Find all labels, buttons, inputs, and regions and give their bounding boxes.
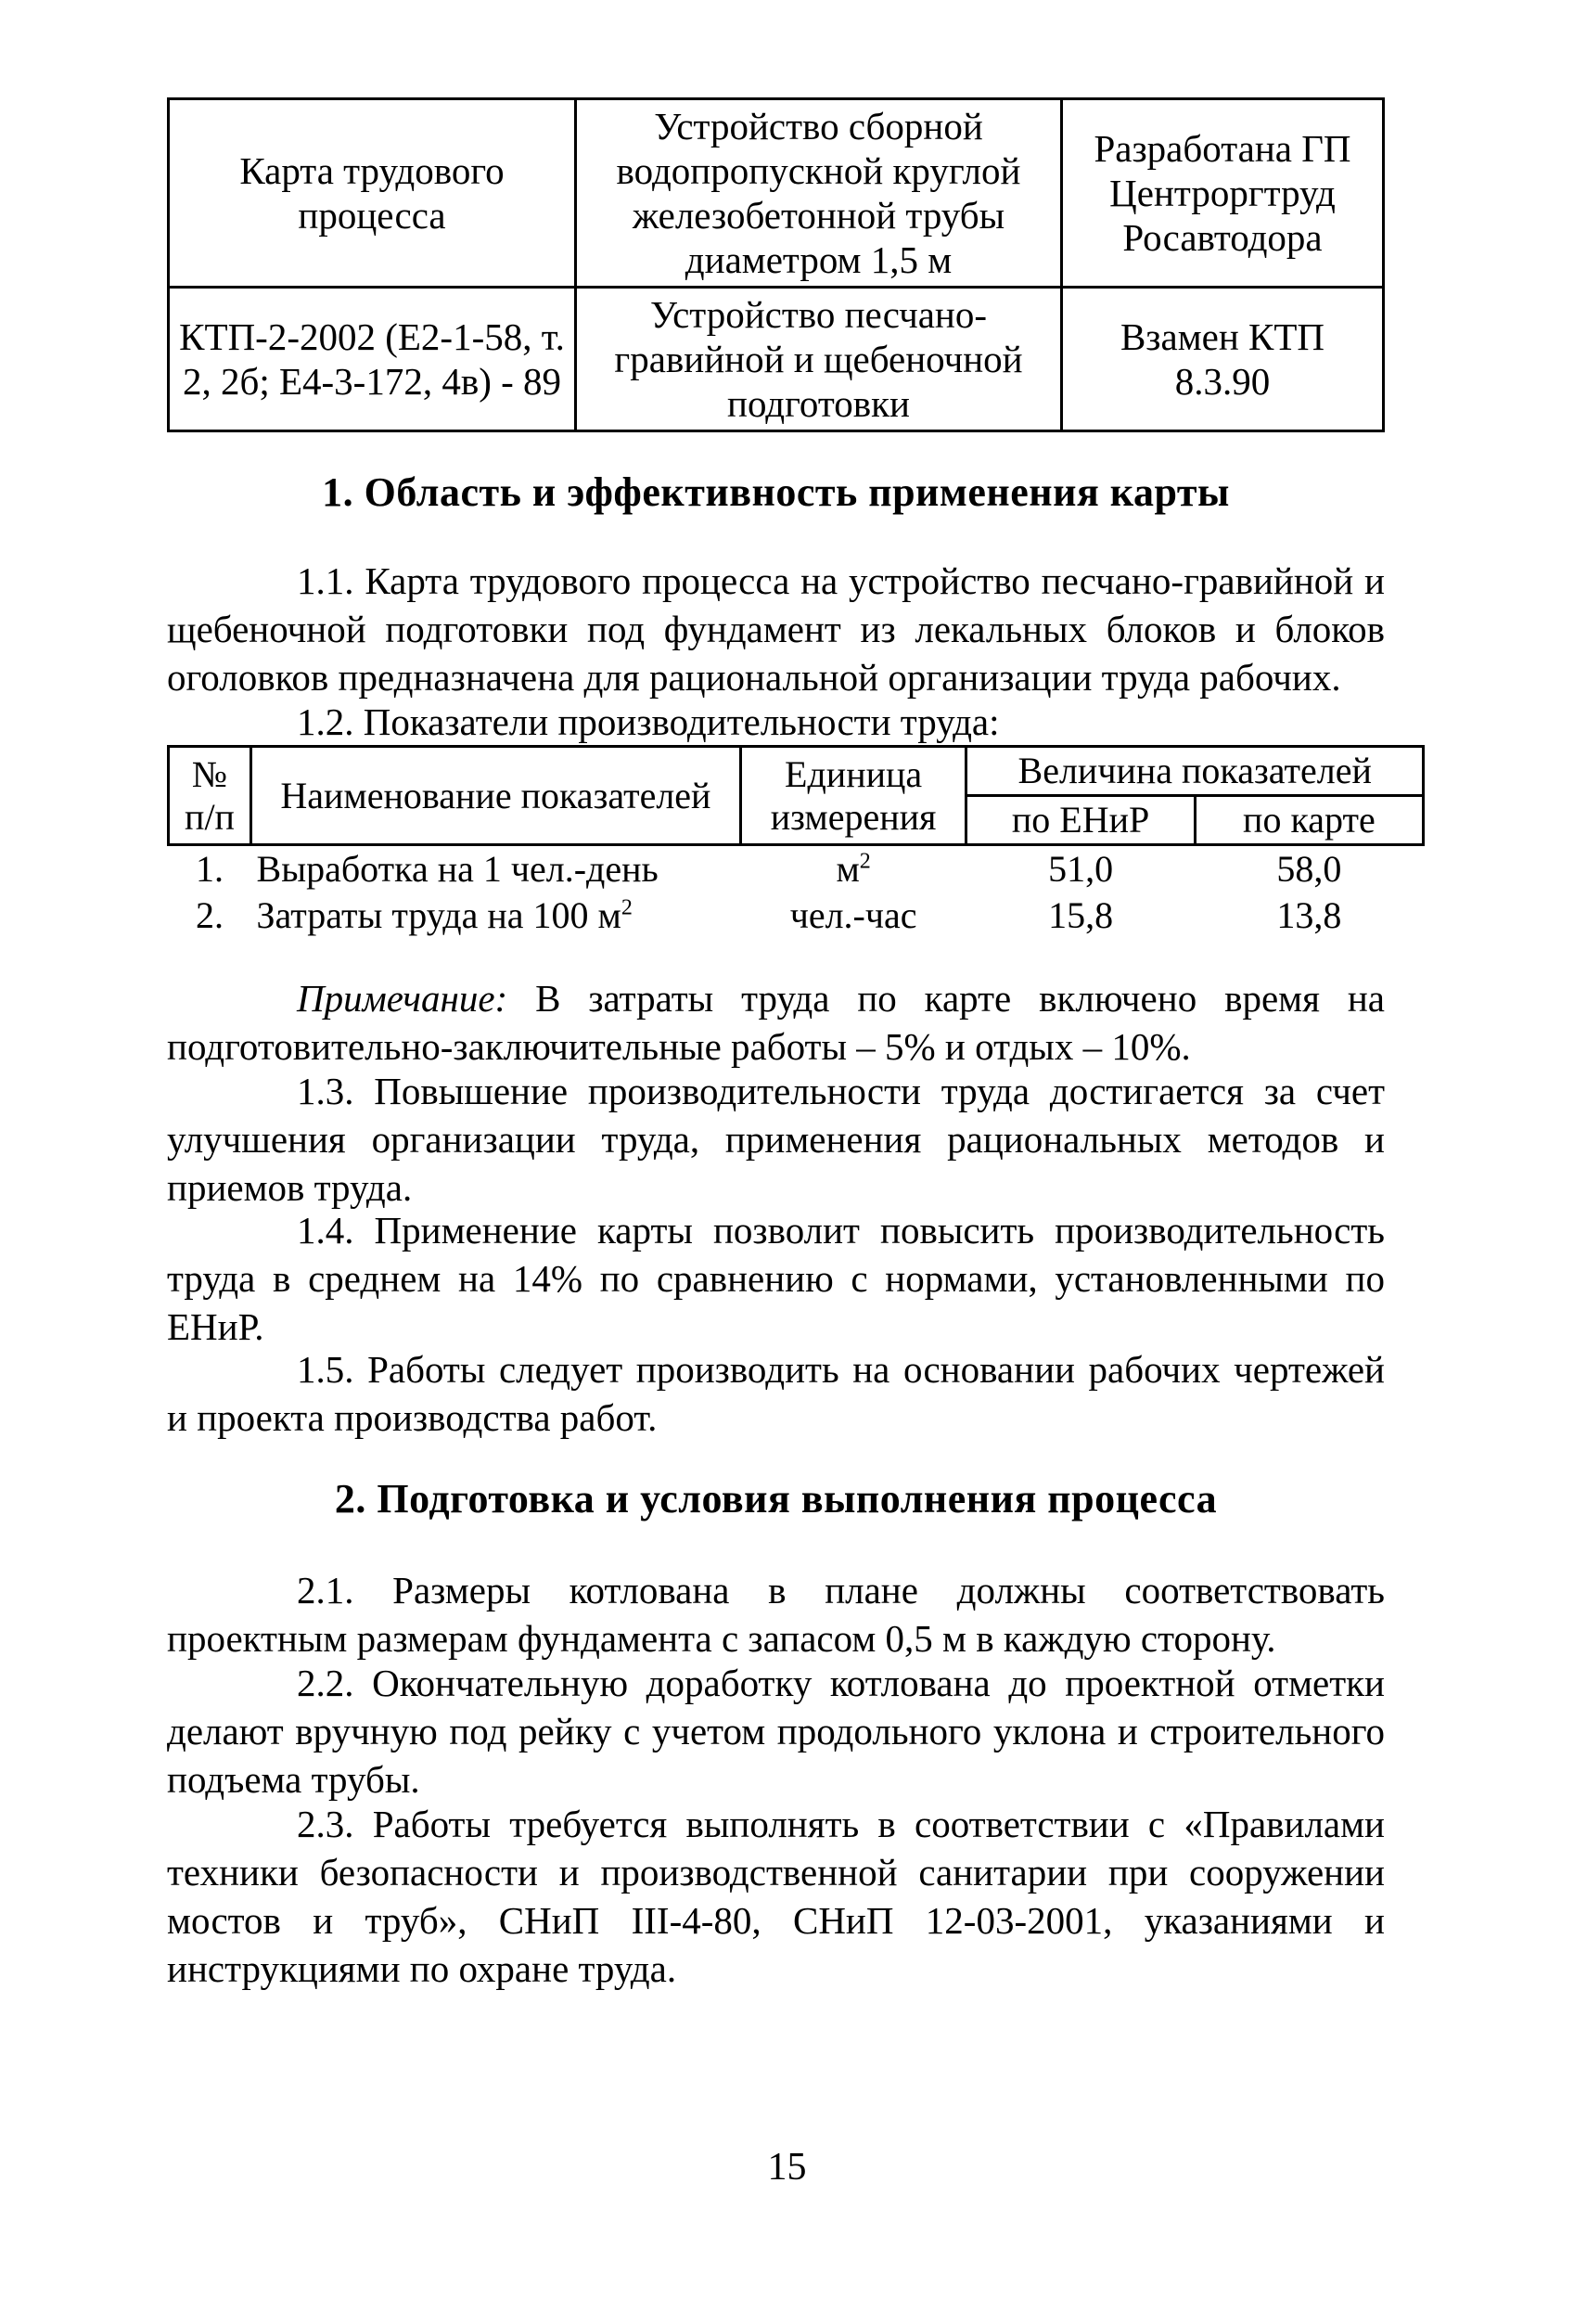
row-unit: $м^2$ xyxy=(836,848,871,890)
col-header-num: № п/п xyxy=(169,747,251,845)
row-num: 1. xyxy=(196,848,224,890)
paragraph-2-3: 2.3. Работы требуется выполнять в соответствии с «Правилами техники безопасности и производственной санитарии при сооружении мостов и труб», СНиП III-4-80, СНиП 12-03-2001, указаниями и инструкциями по охране труда. xyxy=(167,1803,1385,1990)
header-cell-card-type: Карта трудового процесса xyxy=(169,99,576,288)
note-label: Примечание: xyxy=(297,977,508,1020)
row-name: Затраты труда на 100 $м^2$ xyxy=(256,894,633,936)
row-enir-value: 15,8 xyxy=(1048,894,1114,936)
row-num: 2. xyxy=(196,894,224,936)
section2-heading: 2. Подготовка и условия выполнения процесса xyxy=(334,1476,1218,1522)
note-text: В затраты труда по карте включено время на подготовительно-заключительные работы – 5% и отдых – 10%. xyxy=(167,977,1385,1068)
col-header-unit: Единица измерения xyxy=(740,747,966,845)
header-table xyxy=(167,97,1385,432)
page-number: 15 xyxy=(767,2146,807,2189)
header-cell-replaces: Взамен КТП 8.3.90 xyxy=(1062,288,1384,431)
note-paragraph xyxy=(167,974,1385,1071)
paragraph-2-1: 2.1. Размеры котлована в плане должны соответствовать проектным размерам фундамента с запасом 0,5 м в каждую сторону. xyxy=(167,1569,1385,1660)
row-enir-value: 51,0 xyxy=(1048,848,1114,890)
col-header-card: по карте xyxy=(1195,796,1423,845)
table-row xyxy=(169,892,1424,939)
header-cell-card-code: КТП-2-2002 (Е2-1-58, т. 2, 2б; Е4-3-172, 4в) - 89 xyxy=(169,288,576,431)
row-card-value: 13,8 xyxy=(1276,894,1342,936)
header-cell-work-title: Устройство сборной водопропускной круглой железобетонной трубы диаметром 1,5 м xyxy=(576,99,1062,288)
section1-heading: 1. Область и эффективность применения карты xyxy=(322,469,1230,515)
header-cell-process-title: Устройство песчано-гравийной и щебеночной подготовки xyxy=(576,288,1062,431)
header-cell-developer: Разработана ГП Центроргтруд Росавтодора xyxy=(1062,99,1384,288)
row-card-value: 58,0 xyxy=(1276,848,1342,890)
paragraph-2-2: 2.2. Окончательную доработку котлована до проектной отметки делают вручную под рейку с учетом продольного уклона и строительного подъема трубы. xyxy=(167,1662,1385,1801)
paragraph-1-5: 1.5. Работы следует производить на основании рабочих чертежей и проекта производства работ. xyxy=(167,1348,1385,1439)
paragraph-1-3: 1.3. Повышение производительности труда достигается за счет улучшения организации труда, применения рациональных методов и приемов труда. xyxy=(167,1070,1385,1209)
col-header-enir: по ЕНиР xyxy=(966,796,1195,845)
row-unit: чел.-час xyxy=(789,894,917,936)
col-header-name: Наименование показателей xyxy=(251,747,741,845)
table-row xyxy=(169,845,1424,893)
paragraph-1-2: 1.2. Показатели производительности труда: xyxy=(297,700,1000,743)
col-header-value: Величина показателей xyxy=(966,747,1424,796)
paragraph-1-4: 1.4. Применение карты позволит повысить производительность труда в среднем на 14% по сравнению с нормами, установленными по ЕНиР. xyxy=(167,1209,1385,1348)
row-name: Выработка на 1 чел.-день xyxy=(256,848,659,890)
paragraph-1-1: 1.1. Карта трудового процесса на устройство песчано-гравийной и щебеночной подготовки под фундамент из лекальных блоков и блоков оголовков предназначена для рациональной организации труда рабочих. xyxy=(167,559,1385,699)
indicators-table xyxy=(167,745,1425,939)
